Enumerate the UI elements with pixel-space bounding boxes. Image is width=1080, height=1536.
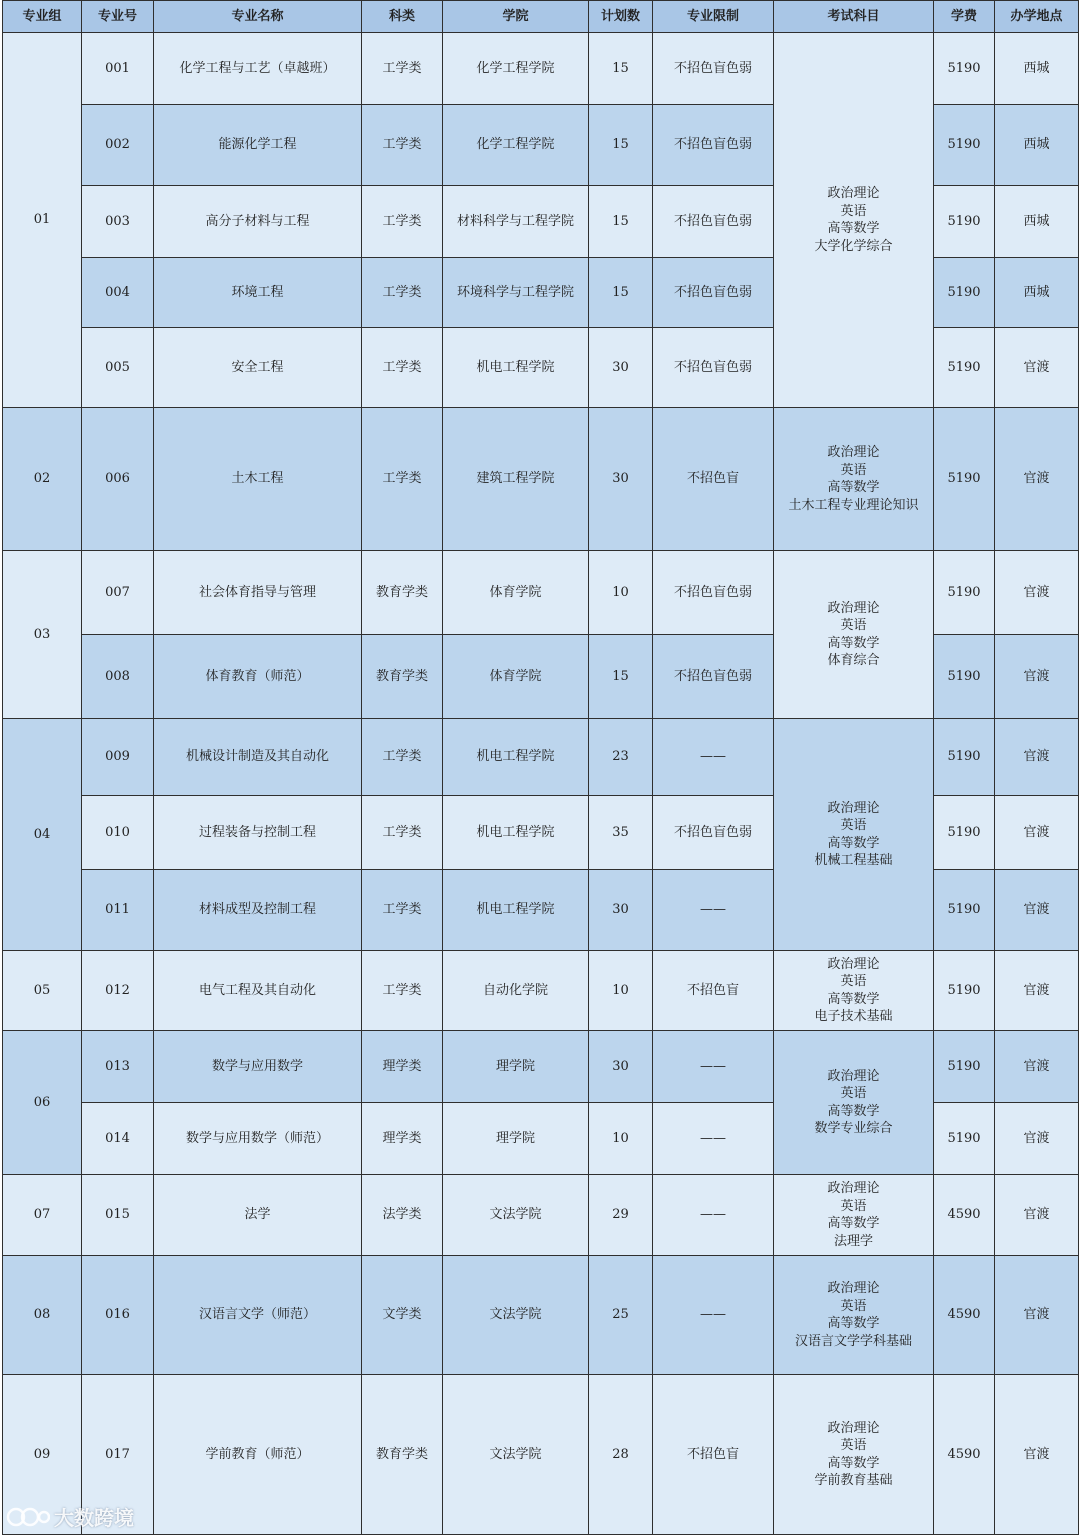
fee-cell: 5190 xyxy=(934,870,995,951)
col-header-fee: 学费 xyxy=(934,1,995,33)
campus-cell: 官渡 xyxy=(995,1256,1079,1375)
college-cell: 文法学院 xyxy=(443,1256,589,1375)
plan-count-cell: 15 xyxy=(589,33,653,105)
table-row xyxy=(3,551,1079,635)
major-no-cell: 016 xyxy=(82,1256,154,1375)
campus-cell: 官渡 xyxy=(995,408,1079,551)
restriction-cell: —— xyxy=(653,719,774,796)
restriction-cell: 不招色盲色弱 xyxy=(653,328,774,408)
major-no-cell: 014 xyxy=(82,1103,154,1175)
enrollment-plan-table xyxy=(2,0,1079,1535)
major-no-cell: 005 xyxy=(82,328,154,408)
col-header-major-no: 专业号 xyxy=(82,1,154,33)
exam-subjects-cell: 政治理论 英语 高等数学 大学化学综合 xyxy=(774,33,934,408)
col-header-campus: 办学地点 xyxy=(995,1,1079,33)
college-cell: 理学院 xyxy=(443,1103,589,1175)
restriction-cell: —— xyxy=(653,1031,774,1103)
table-row xyxy=(3,1031,1079,1103)
major-name-cell: 法学 xyxy=(154,1175,362,1256)
table-row xyxy=(3,408,1079,551)
college-cell: 体育学院 xyxy=(443,635,589,719)
restriction-cell: 不招色盲色弱 xyxy=(653,796,774,870)
major-name-cell: 安全工程 xyxy=(154,328,362,408)
fee-cell: 4590 xyxy=(934,1175,995,1256)
col-header-group: 专业组 xyxy=(3,1,82,33)
plan-count-cell: 15 xyxy=(589,186,653,258)
major-name-cell: 能源化学工程 xyxy=(154,105,362,186)
major-name-cell: 机械设计制造及其自动化 xyxy=(154,719,362,796)
campus-cell: 西城 xyxy=(995,186,1079,258)
watermark-logo-icon xyxy=(6,1504,50,1530)
exam-subjects-cell: 政治理论 英语 高等数学 体育综合 xyxy=(774,551,934,719)
category-cell: 工学类 xyxy=(362,186,443,258)
fee-cell: 5190 xyxy=(934,1103,995,1175)
plan-count-cell: 29 xyxy=(589,1175,653,1256)
college-cell: 机电工程学院 xyxy=(443,719,589,796)
fee-cell: 5190 xyxy=(934,796,995,870)
plan-count-cell: 23 xyxy=(589,719,653,796)
college-cell: 材料科学与工程学院 xyxy=(443,186,589,258)
college-cell: 文法学院 xyxy=(443,1175,589,1256)
fee-cell: 5190 xyxy=(934,1031,995,1103)
table-row xyxy=(3,719,1079,796)
campus-cell: 官渡 xyxy=(995,796,1079,870)
major-name-cell: 数学与应用数学 xyxy=(154,1031,362,1103)
exam-subjects-cell: 政治理论 英语 高等数学 机械工程基础 xyxy=(774,719,934,951)
col-header-college: 学院 xyxy=(443,1,589,33)
major-no-cell: 017 xyxy=(82,1375,154,1535)
fee-cell: 4590 xyxy=(934,1256,995,1375)
college-cell: 体育学院 xyxy=(443,551,589,635)
fee-cell: 5190 xyxy=(934,408,995,551)
plan-count-cell: 35 xyxy=(589,796,653,870)
group-cell: 03 xyxy=(3,551,82,719)
category-cell: 工学类 xyxy=(362,719,443,796)
campus-cell: 官渡 xyxy=(995,551,1079,635)
fee-cell: 5190 xyxy=(934,635,995,719)
campus-cell: 官渡 xyxy=(995,951,1079,1031)
major-no-cell: 009 xyxy=(82,719,154,796)
major-no-cell: 011 xyxy=(82,870,154,951)
header-row xyxy=(3,1,1079,33)
major-no-cell: 008 xyxy=(82,635,154,719)
col-header-exam-subjects: 考试科目 xyxy=(774,1,934,33)
campus-cell: 官渡 xyxy=(995,635,1079,719)
campus-cell: 官渡 xyxy=(995,719,1079,796)
category-cell: 工学类 xyxy=(362,105,443,186)
group-cell: 02 xyxy=(3,408,82,551)
col-header-major-name: 专业名称 xyxy=(154,1,362,33)
fee-cell: 5190 xyxy=(934,258,995,328)
major-no-cell: 002 xyxy=(82,105,154,186)
plan-count-cell: 30 xyxy=(589,408,653,551)
college-cell: 化学工程学院 xyxy=(443,33,589,105)
restriction-cell: 不招色盲色弱 xyxy=(653,258,774,328)
plan-count-cell: 10 xyxy=(589,551,653,635)
table-row xyxy=(3,1256,1079,1375)
restriction-cell: 不招色盲色弱 xyxy=(653,551,774,635)
fee-cell: 5190 xyxy=(934,719,995,796)
plan-count-cell: 10 xyxy=(589,1103,653,1175)
college-cell: 文法学院 xyxy=(443,1375,589,1535)
major-no-cell: 010 xyxy=(82,796,154,870)
watermark-text: 大数跨境 xyxy=(54,1506,134,1530)
plan-count-cell: 15 xyxy=(589,258,653,328)
college-cell: 环境科学与工程学院 xyxy=(443,258,589,328)
group-cell: 04 xyxy=(3,719,82,951)
major-no-cell: 006 xyxy=(82,408,154,551)
exam-subjects-cell: 政治理论 英语 高等数学 法理学 xyxy=(774,1175,934,1256)
plan-count-cell: 15 xyxy=(589,105,653,186)
restriction-cell: 不招色盲色弱 xyxy=(653,33,774,105)
major-no-cell: 001 xyxy=(82,33,154,105)
exam-subjects-cell: 政治理论 英语 高等数学 土木工程专业理论知识 xyxy=(774,408,934,551)
category-cell: 工学类 xyxy=(362,870,443,951)
fee-cell: 5190 xyxy=(934,186,995,258)
category-cell: 工学类 xyxy=(362,258,443,328)
college-cell: 自动化学院 xyxy=(443,951,589,1031)
plan-count-cell: 30 xyxy=(589,870,653,951)
major-no-cell: 015 xyxy=(82,1175,154,1256)
college-cell: 理学院 xyxy=(443,1031,589,1103)
campus-cell: 官渡 xyxy=(995,1375,1079,1535)
college-cell: 机电工程学院 xyxy=(443,796,589,870)
fee-cell: 5190 xyxy=(934,951,995,1031)
college-cell: 建筑工程学院 xyxy=(443,408,589,551)
watermark xyxy=(6,1502,134,1531)
major-name-cell: 过程装备与控制工程 xyxy=(154,796,362,870)
category-cell: 理学类 xyxy=(362,1103,443,1175)
category-cell: 教育学类 xyxy=(362,635,443,719)
exam-subjects-cell: 政治理论 英语 高等数学 数学专业综合 xyxy=(774,1031,934,1175)
major-name-cell: 材料成型及控制工程 xyxy=(154,870,362,951)
major-no-cell: 003 xyxy=(82,186,154,258)
major-no-cell: 007 xyxy=(82,551,154,635)
restriction-cell: 不招色盲色弱 xyxy=(653,105,774,186)
fee-cell: 4590 xyxy=(934,1375,995,1535)
category-cell: 教育学类 xyxy=(362,1375,443,1535)
plan-count-cell: 15 xyxy=(589,635,653,719)
fee-cell: 5190 xyxy=(934,33,995,105)
exam-subjects-cell: 政治理论 英语 高等数学 汉语言文学学科基础 xyxy=(774,1256,934,1375)
group-cell: 07 xyxy=(3,1175,82,1256)
restriction-cell: 不招色盲 xyxy=(653,951,774,1031)
col-header-plan: 计划数 xyxy=(589,1,653,33)
category-cell: 工学类 xyxy=(362,951,443,1031)
category-cell: 工学类 xyxy=(362,33,443,105)
college-cell: 机电工程学院 xyxy=(443,328,589,408)
campus-cell: 官渡 xyxy=(995,1103,1079,1175)
category-cell: 理学类 xyxy=(362,1031,443,1103)
major-no-cell: 012 xyxy=(82,951,154,1031)
restriction-cell: 不招色盲色弱 xyxy=(653,186,774,258)
fee-cell: 5190 xyxy=(934,551,995,635)
table-row xyxy=(3,1375,1079,1535)
college-cell: 化学工程学院 xyxy=(443,105,589,186)
campus-cell: 西城 xyxy=(995,105,1079,186)
group-cell: 05 xyxy=(3,951,82,1031)
group-cell: 01 xyxy=(3,33,82,408)
campus-cell: 西城 xyxy=(995,33,1079,105)
restriction-cell: 不招色盲 xyxy=(653,1375,774,1535)
major-name-cell: 社会体育指导与管理 xyxy=(154,551,362,635)
major-name-cell: 环境工程 xyxy=(154,258,362,328)
category-cell: 教育学类 xyxy=(362,551,443,635)
table-row xyxy=(3,33,1079,105)
major-name-cell: 高分子材料与工程 xyxy=(154,186,362,258)
restriction-cell: —— xyxy=(653,1256,774,1375)
fee-cell: 5190 xyxy=(934,328,995,408)
campus-cell: 官渡 xyxy=(995,328,1079,408)
group-cell: 08 xyxy=(3,1256,82,1375)
plan-count-cell: 10 xyxy=(589,951,653,1031)
table-body xyxy=(3,33,1079,1535)
category-cell: 文学类 xyxy=(362,1256,443,1375)
major-name-cell: 汉语言文学（师范） xyxy=(154,1256,362,1375)
major-name-cell: 电气工程及其自动化 xyxy=(154,951,362,1031)
col-header-category: 科类 xyxy=(362,1,443,33)
major-no-cell: 013 xyxy=(82,1031,154,1103)
plan-count-cell: 30 xyxy=(589,1031,653,1103)
campus-cell: 官渡 xyxy=(995,1175,1079,1256)
major-name-cell: 数学与应用数学（师范） xyxy=(154,1103,362,1175)
restriction-cell: —— xyxy=(653,870,774,951)
fee-cell: 5190 xyxy=(934,105,995,186)
plan-count-cell: 28 xyxy=(589,1375,653,1535)
restriction-cell: 不招色盲色弱 xyxy=(653,635,774,719)
plan-count-cell: 25 xyxy=(589,1256,653,1375)
campus-cell: 西城 xyxy=(995,258,1079,328)
group-cell: 09 xyxy=(3,1375,82,1535)
restriction-cell: —— xyxy=(653,1103,774,1175)
restriction-cell: —— xyxy=(653,1175,774,1256)
major-name-cell: 化学工程与工艺（卓越班） xyxy=(154,33,362,105)
plan-count-cell: 30 xyxy=(589,328,653,408)
category-cell: 工学类 xyxy=(362,408,443,551)
exam-subjects-cell: 政治理论 英语 高等数学 学前教育基础 xyxy=(774,1375,934,1535)
campus-cell: 官渡 xyxy=(995,1031,1079,1103)
col-header-restriction: 专业限制 xyxy=(653,1,774,33)
group-cell: 06 xyxy=(3,1031,82,1175)
major-no-cell: 004 xyxy=(82,258,154,328)
major-name-cell: 土木工程 xyxy=(154,408,362,551)
major-name-cell: 体育教育（师范） xyxy=(154,635,362,719)
campus-cell: 官渡 xyxy=(995,870,1079,951)
table-row xyxy=(3,1175,1079,1256)
table-row xyxy=(3,951,1079,1031)
category-cell: 工学类 xyxy=(362,796,443,870)
major-name-cell: 学前教育（师范） xyxy=(154,1375,362,1535)
college-cell: 机电工程学院 xyxy=(443,870,589,951)
restriction-cell: 不招色盲 xyxy=(653,408,774,551)
category-cell: 工学类 xyxy=(362,328,443,408)
exam-subjects-cell: 政治理论 英语 高等数学 电子技术基础 xyxy=(774,951,934,1031)
category-cell: 法学类 xyxy=(362,1175,443,1256)
